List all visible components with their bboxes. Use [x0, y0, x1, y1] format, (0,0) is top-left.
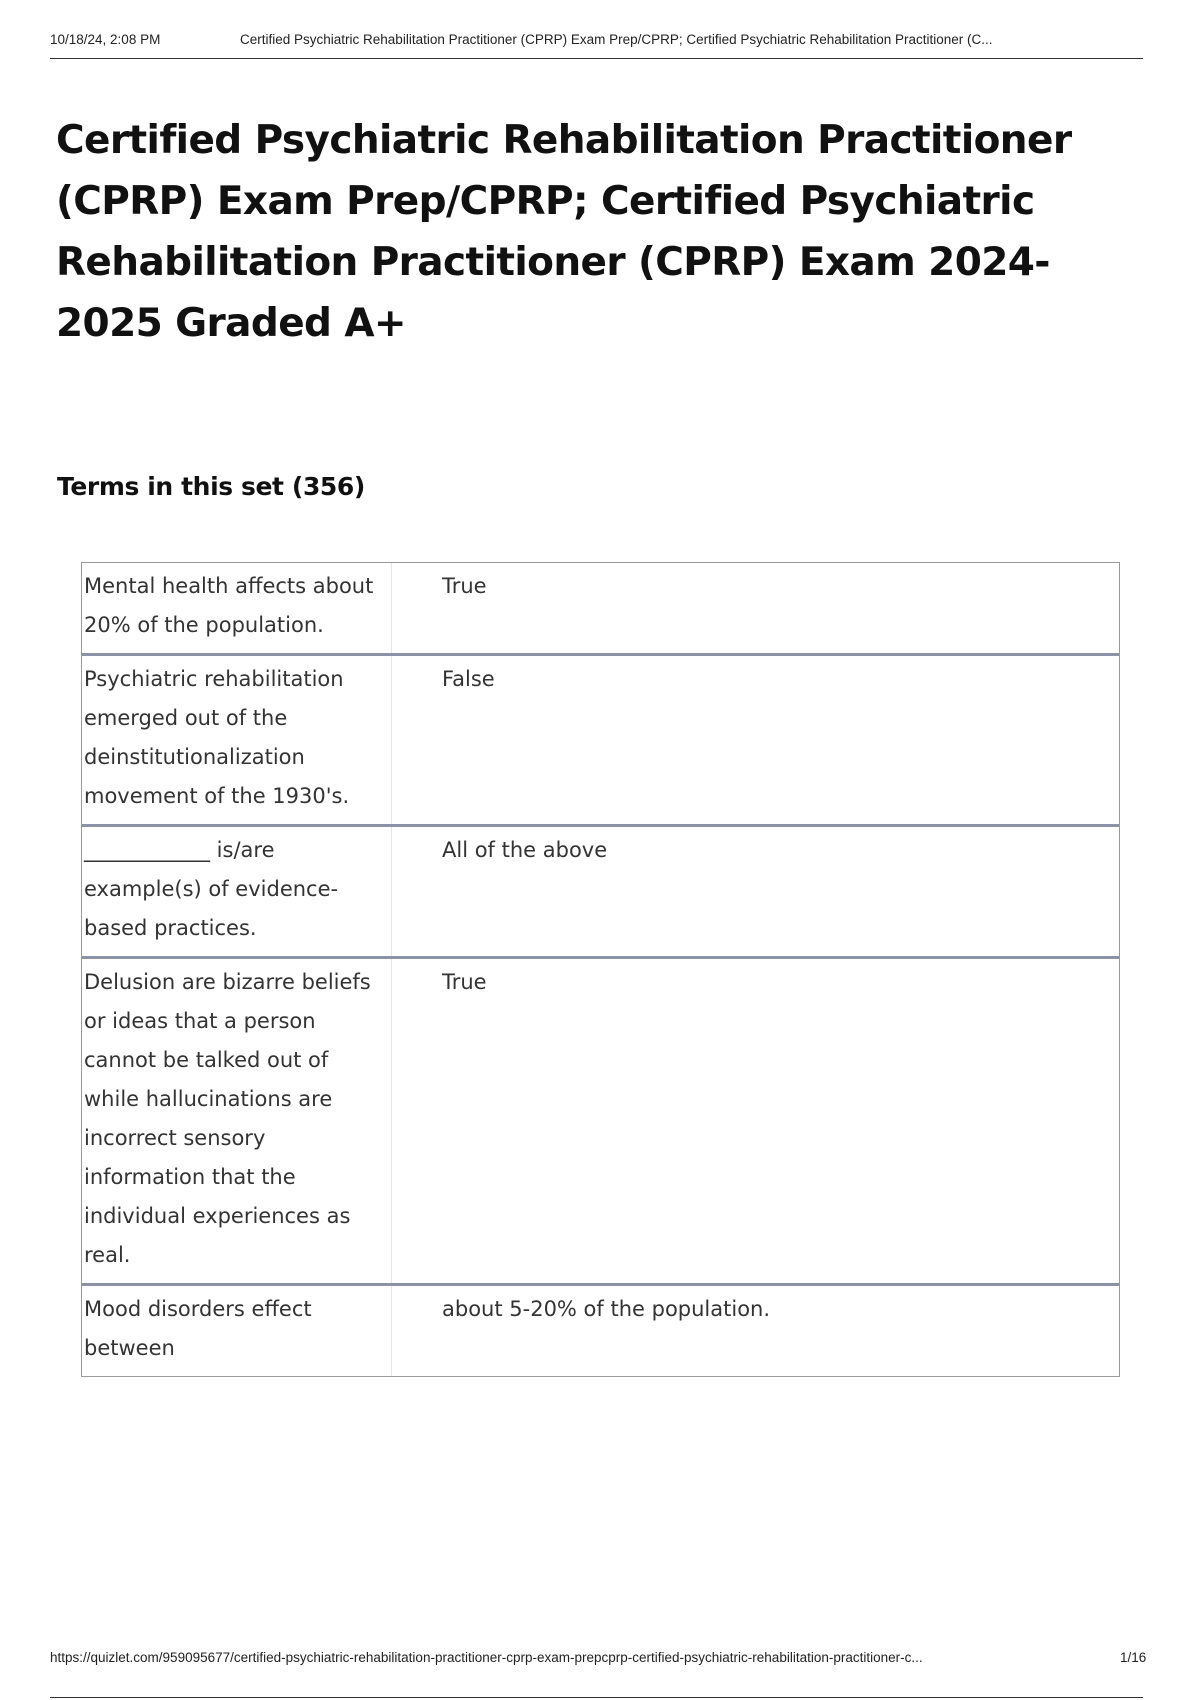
page-number: 1/16 — [1120, 1650, 1147, 1665]
definition-text: True — [442, 970, 487, 994]
term-row — [82, 653, 1119, 824]
definition-text: True — [442, 574, 487, 598]
term-row — [82, 956, 1119, 1283]
print-date: 10/18/24, 2:08 PM — [50, 32, 161, 47]
print-header — [50, 30, 1143, 59]
term-text: Mood disorders effect between — [82, 1286, 392, 1376]
definition-text: about 5-20% of the population. — [442, 1297, 771, 1321]
print-doc-title: Certified Psychiatric Rehabilitation Practitioner (CPRP) Exam Prep/CPRP; Certified Psychiatric Rehabilitation Practitioner (C... — [240, 32, 993, 47]
term-text: Psychiatric rehabilitation emerged out of the deinstitutionalization movement of the 1930's. — [82, 656, 392, 824]
term-row — [82, 824, 1119, 956]
terms-table — [81, 562, 1120, 1377]
page-title: Certified Psychiatric Rehabilitation Practitioner (CPRP) Exam Prep/CPRP; Certified Psychiatric Rehabilitation Practitioner (CPRP) Exam 2024-2025 Graded A+ — [56, 118, 1072, 346]
term-row — [82, 563, 1119, 653]
term-text: ____________ is/are example(s) of evidence-based practices. — [82, 827, 392, 956]
footer-divider — [50, 1697, 1143, 1698]
definition-text: False — [442, 667, 495, 691]
term-text: Delusion are bizarre beliefs or ideas that a person cannot be talked out of while hallucinations are incorrect sensory information that the individual experiences as real. — [82, 959, 392, 1283]
definition-text: All of the above — [442, 838, 608, 862]
term-text: Mental health affects about 20% of the population. — [82, 563, 392, 653]
term-row — [82, 1283, 1119, 1376]
terms-count-heading: Terms in this set (356) — [57, 472, 365, 501]
page-url[interactable]: https://quizlet.com/959095677/certified-psychiatric-rehabilitation-practitioner-cprp-exam-prepcprp-certified-psychiatric-rehabilitation-practitioner-c... — [50, 1650, 923, 1665]
